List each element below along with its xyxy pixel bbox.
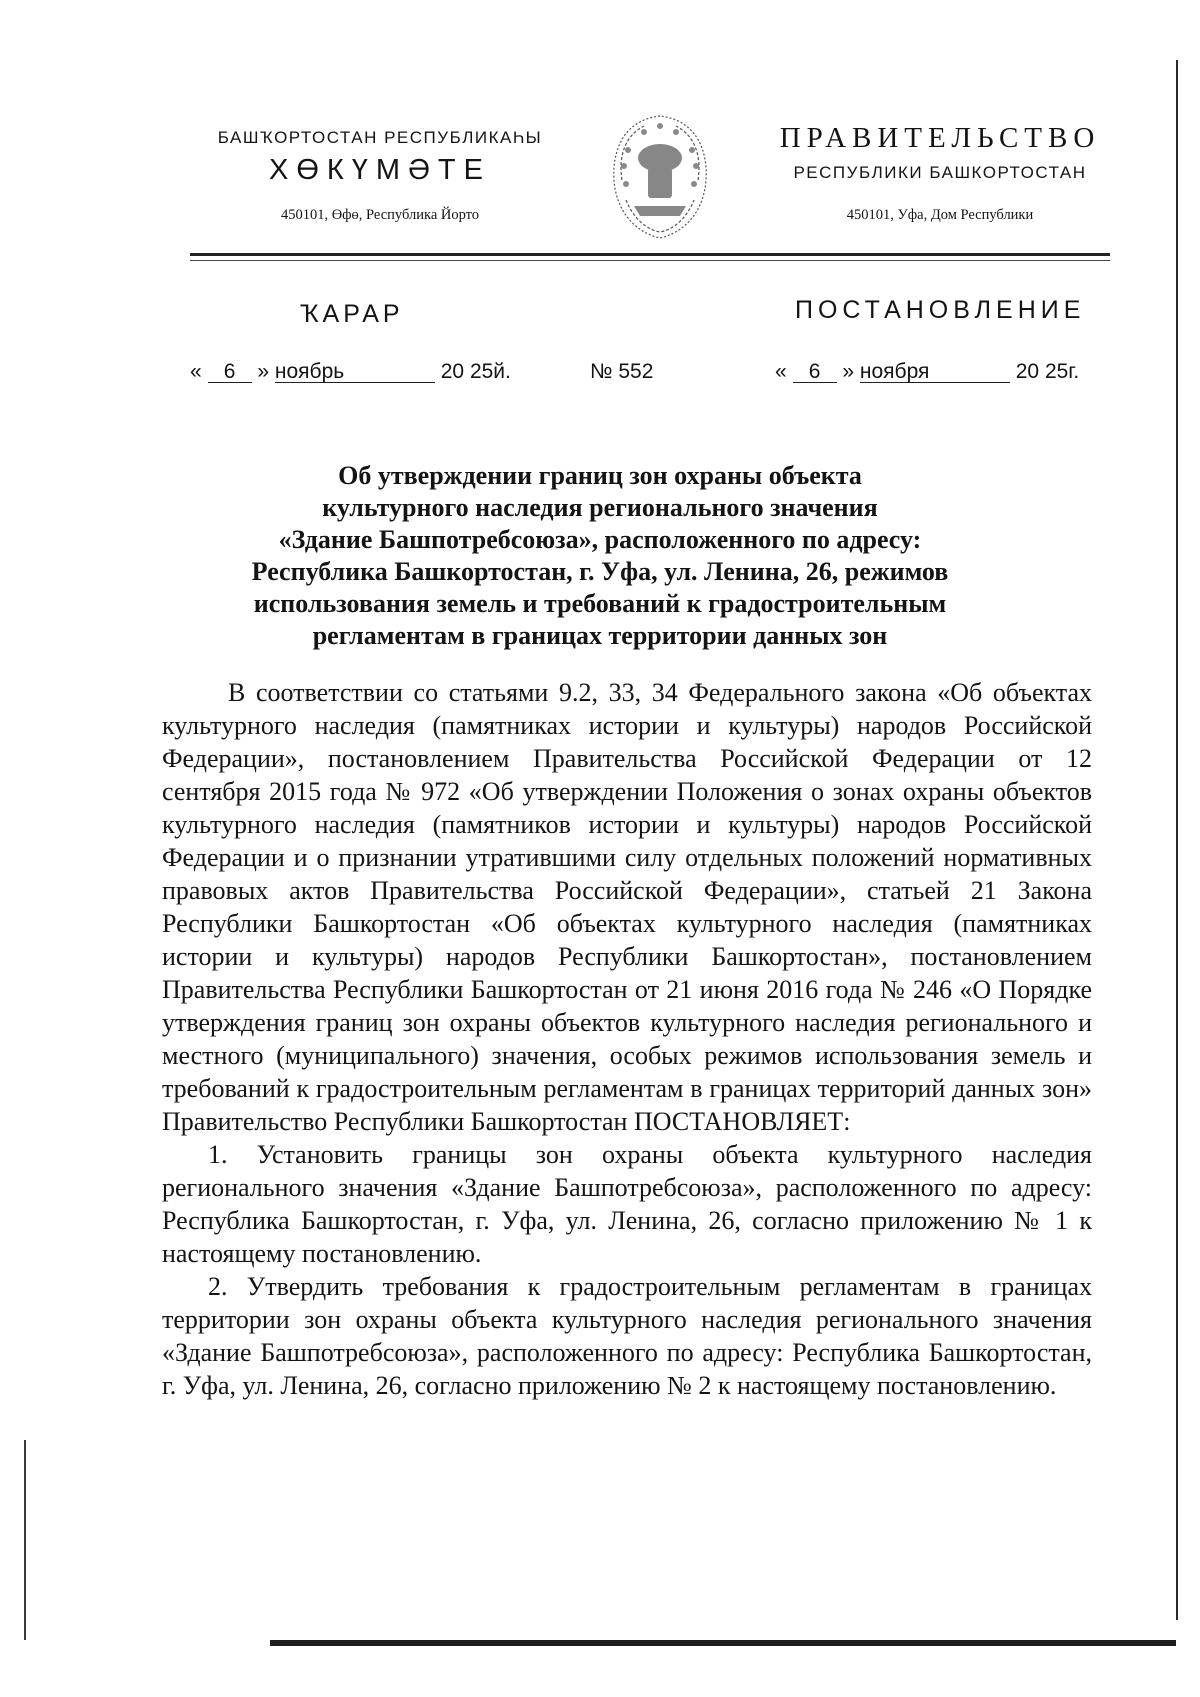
date-bashkir [190,360,511,384]
title-line: регламентам в границах территории данных зон [312,621,888,650]
date-right-year: 20 25г. [1015,360,1080,383]
title-line: Об утверждении границ зон охраны объекта [338,461,862,490]
scan-edge-right [1176,60,1178,1620]
document-title [200,460,1000,652]
header-divider-thick [190,253,1110,256]
header-right-address: 450101, Уфа, Дом Республики [846,207,1034,223]
document-body [162,676,1092,1402]
coat-of-arms-emblem-icon [604,110,716,242]
title-line: Республика Башкортостан, г. Уфа, ул. Ленина, 26, режимов [251,557,949,586]
title-line: культурного наследия регионального значения [322,493,878,522]
body-paragraph-item-1: 1. Установить границы зон охраны объекта культурного наследия регионального значения «Здание Башпотребсоюза», расположенного по адресу: Республика Башкортостан, г. Уфа, ул. Ленина, 26, согласно приложению № 1 к настоящему постановлению. [162,1140,1092,1268]
date-left-open-quote: « [190,360,202,383]
scan-edge-bottom [270,1640,1176,1646]
title-line: «Здание Башпотребсоюза», расположенного по адресу: [278,525,922,554]
title-line: использования земель и требований к градостроительным [253,589,947,618]
header-right-republic: РЕСПУБЛИКИ БАШКОРТОСТАН [793,163,1087,182]
header-left-address: 450101, Өфө, Республика Йорто [280,207,480,223]
scan-edge-left [24,1440,26,1640]
header-left-republic: БАШҠОРТОСТАН РЕСПУБЛИКАҺЫ [217,128,543,147]
date-right-close-quote: » [842,360,855,383]
doc-type-russian: ПОСТАНОВЛЕНИЕ [795,296,1086,324]
body-paragraph-item-2: 2. Утвердить требования к градостроительным регламентам в границах территории зон охраны объекта культурного наследия регионального значения «Здание Башпотребсоюза», расположенного по адресу: Республика Башкортостан, г. Уфа, ул. Ленина, 26, согласно приложению № 2 к настоящему постановлению. [162,1272,1092,1400]
header-bashkir [180,128,580,224]
doc-type-bashkir: ҠАРАР [300,300,404,328]
date-right-month: ноября [860,362,1010,383]
date-left-close-quote: » [257,360,270,383]
header-russian [760,122,1120,224]
header-divider-thin [190,260,1110,261]
date-right-open-quote: « [775,360,787,383]
date-russian [775,360,1079,384]
date-left-year: 20 25й. [440,360,511,383]
document-number: № 552 [590,360,654,383]
date-left-month: ноябрь [275,362,435,383]
body-paragraph-preamble: В соответствии со статьями 9.2, 33, 34 Федерального закона «Об объектах культурного наследия (памятниках истории и культуры) народов Российской Федерации», постановлением Правительства Российской Федерации от 12 сентября 2015 года № 972 «Об утверждении Положения о зонах охраны объектов культурного наследия (памятников истории и культуры) народов Российской Федерации и о признании утратившими силу отдельных положений нормативных правовых актов Правительства Российской Федерации», статьей 21 Закона Республики Башкортостан «Об объектах культурного наследия (памятниках истории и культуры) народов Республики Башкортостан», постановлением Правительства Республики Башкортостан от 21 июня 2016 года № 246 «О Порядке утверждения границ зон охраны объектов культурного наследия регионального и местного (муниципального) значения, особых режимов использования земель и требований к градостроительным регламентам в границах территорий данных зон» Правительство Республики Башкортостан ПОСТАНОВЛЯЕТ: [162,678,1092,1136]
date-right-day: 6 [793,362,837,383]
date-left-day: 6 [208,362,252,383]
header-right-government: ПРАВИТЕЛЬСТВО [779,122,1101,154]
header-left-government: ХӨКҮМӘТЕ [269,154,491,186]
